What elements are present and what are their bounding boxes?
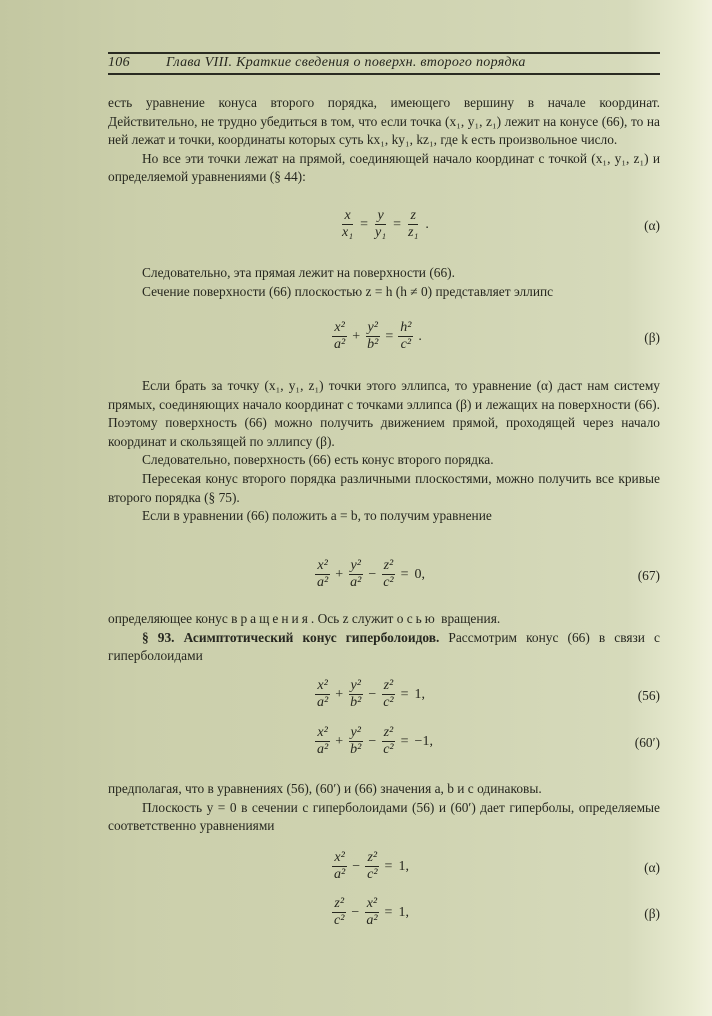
formula-ellipse: $\frac{\text{x²}}{\text{a²}}$ + $\frac{\text{y²}}{\text{b²}}$ = $\frac{\text{h²}}{\text{c²}}$ . (β) xyxy=(334,320,660,352)
paragraph: Пересекая конус второго порядка различными плоскостями, можно получить все кривые второго порядка (§ 75). xyxy=(108,470,660,505)
text-block-4 xyxy=(108,610,660,666)
page-number: 106 xyxy=(108,55,130,70)
paragraph: Следовательно, поверхность (66) есть конус второго порядка. xyxy=(142,452,494,468)
running-title: Глава VIII. Краткие сведения о поверхн. второго порядка xyxy=(166,55,526,70)
section-93-paragraph: § 93. Асимптотический конус гиперболоидов. Рассмотрим конус (66) в связи с гиперболоидами xyxy=(108,629,660,664)
paragraph: Если в уравнении (66) положить a = b, то получим уравнение xyxy=(142,508,492,524)
formula-hyperbola-beta: $\frac{\text{z²}}{\text{c²}}$ − $\frac{\text{x²}}{\text{a²}}$ = 1, (β) xyxy=(334,896,660,928)
text-block-5 xyxy=(108,780,660,836)
book-page xyxy=(108,0,660,1016)
paragraph: есть уравнение конуса второго порядка, имеющего вершину в начале координат. Действительно, не трудно убедиться в том, что если точка (x₁, y₁, z₁) лежит на конусе (66), то на ней лежат и точки, координаты которых суть kx₁, ky₁, kz₁, где k есть произвольное число. xyxy=(108,95,660,148)
text-block-3 xyxy=(108,377,660,526)
paragraph: предполагая, что в уравнениях (56), (60′) и (66) значения a, b и c одинаковы. xyxy=(108,781,542,796)
paragraph: Следовательно, эта прямая лежит на поверхности (66). xyxy=(142,265,455,280)
header-rule-top xyxy=(108,52,660,54)
paragraph: Но все эти точки лежат на прямой, соединяющей начало координат с точкой (x₁, y₁, z₁) и определяемой уравнениями (§ 44): xyxy=(108,150,660,185)
equation-tag: (67) xyxy=(637,568,660,583)
equation-tag: (α) xyxy=(644,218,660,233)
paragraph: определяющее конус вращения. Ось z служит осью вращения. xyxy=(108,611,501,626)
formula-56: $\frac{\text{x²}}{\text{a²}}$ + $\frac{\text{y²}}{\text{b²}}$ − $\frac{\text{z²}}{\text{c²}}$ = 1, (56) xyxy=(317,678,660,710)
equation-tag: (β) xyxy=(644,906,660,921)
formula-hyperbola-alpha: $\frac{\text{x²}}{\text{a²}}$ − $\frac{\text{z²}}{\text{c²}}$ = 1, (α) xyxy=(334,850,660,882)
section-heading: § 93. Асимптотический конус гиперболоидов. xyxy=(142,629,440,645)
equation-tag: (α) xyxy=(644,860,660,875)
equation-tag: (56) xyxy=(637,688,660,703)
paragraph: Сечение поверхности (66) плоскостью z = h (h ≠ 0) представляет эллипс xyxy=(142,283,554,299)
formula-alpha-line: $\frac{x}{\text{x₁}}$ = $\frac{y}{\text{y₁}}$ = $\frac{z}{\text{z₁}}$ . (α) xyxy=(342,208,660,240)
formula-67: $\frac{\text{x²}}{\text{a²}}$ + $\frac{\text{y²}}{\text{a²}}$ − $\frac{\text{z²}}{\text{c²}}$ = 0, (67) xyxy=(317,558,660,590)
equation-tag: (β) xyxy=(644,330,660,345)
equation-tag: (60′) xyxy=(634,735,660,750)
running-header xyxy=(108,55,660,71)
paragraph: Плоскость y = 0 в сечении с гиперболоидами (56) и (60′) дает гиперболы, определяемые соответственно уравнениями xyxy=(108,799,660,834)
formula-60-prime: $\frac{\text{x²}}{\text{a²}}$ + $\frac{\text{y²}}{\text{b²}}$ − $\frac{\text{z²}}{\text{c²}}$ = −1, (60′) xyxy=(317,725,660,757)
header-rule-bottom xyxy=(108,73,660,75)
paragraph: Если брать за точку (x₁, y₁, z₁) точки этого эллипса, то уравнение (α) даст нам систему прямых, соединяющих начало координат с точками эллипса (β) и лежащих на поверхности (66). Поэтому поверхность (66) можно получить движением прямой, проходящей через начало координат и скользящей по эллипсу (β). xyxy=(108,378,660,449)
text-block-2 xyxy=(108,264,660,301)
text-block-1 xyxy=(108,94,660,187)
